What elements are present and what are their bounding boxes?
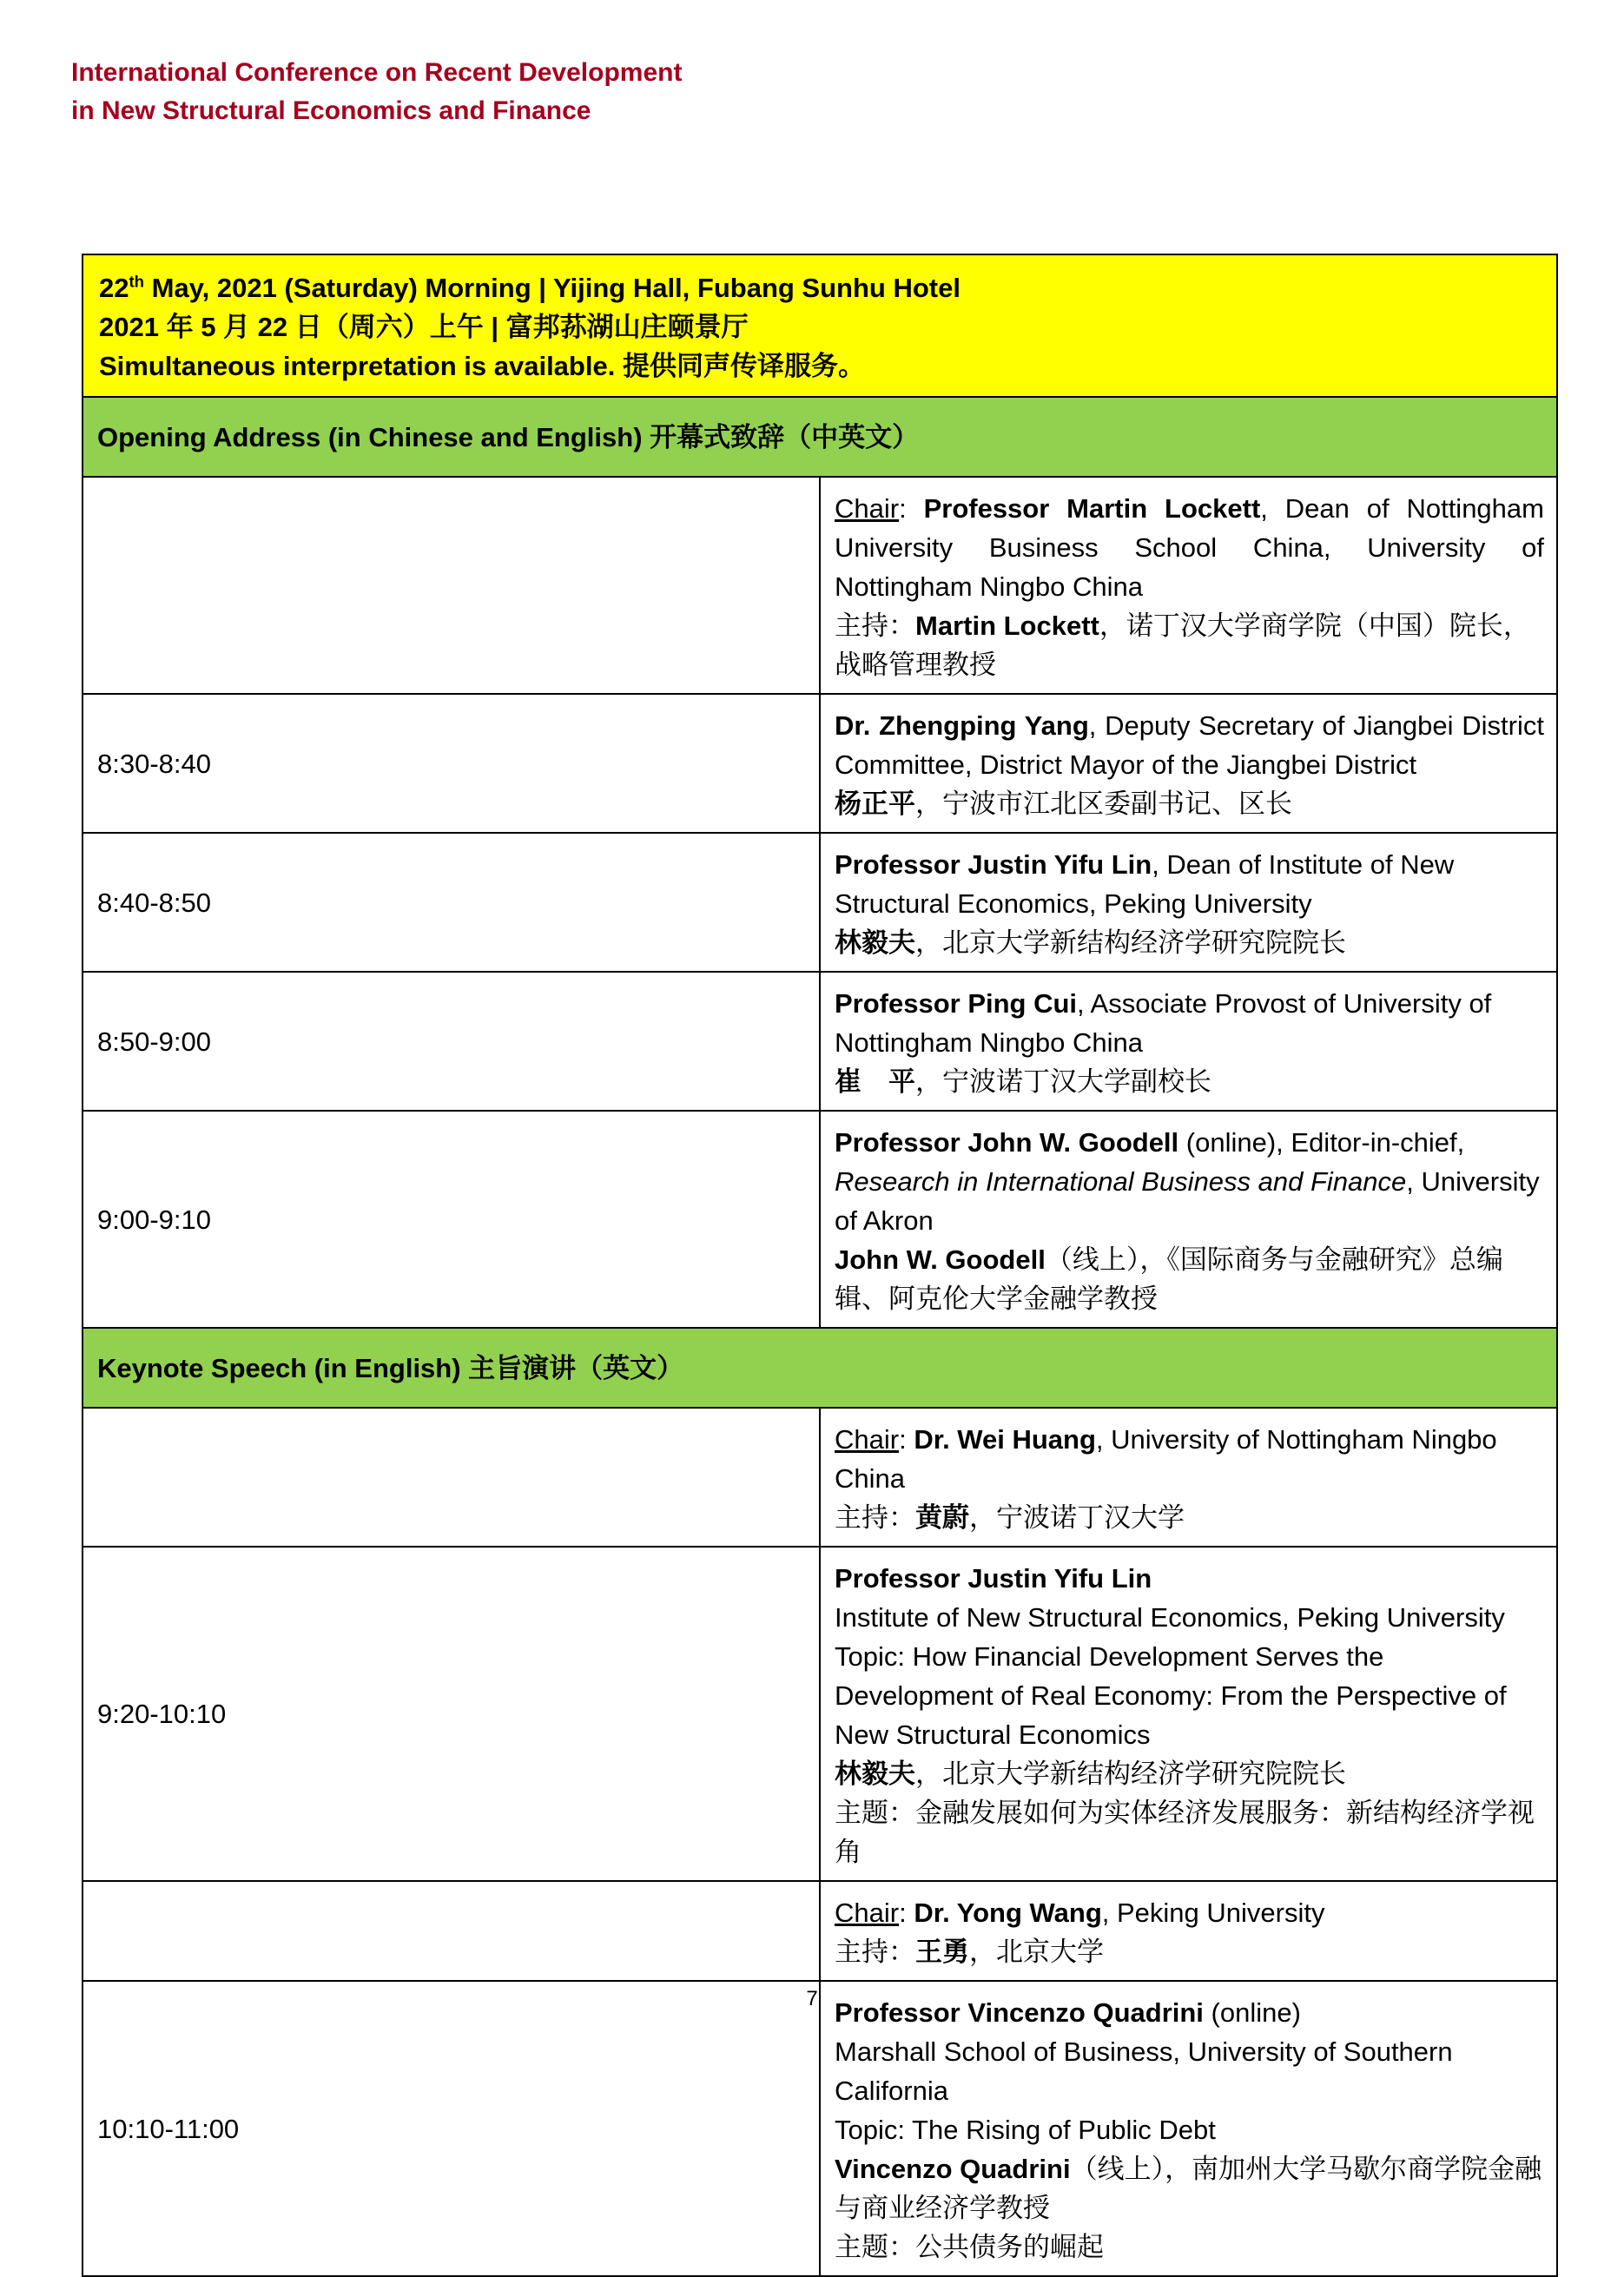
speaker-cn-desc: ，宁波市江北区委副书记、区长 (915, 789, 1292, 819)
speaker-en (835, 984, 1544, 1062)
chair-desc: , Dean of Nottingham University Business School China, University of Nottingham Ningbo China (835, 493, 1544, 602)
speaker-cell (820, 1111, 1557, 1328)
time-cell: 9:00-9:10 (83, 1111, 820, 1328)
schedule-row (83, 1547, 1557, 1881)
keynote-topic-cn: 主题：金融发展如何为实体经济发展服务：新结构经济学视角 (835, 1798, 1535, 1867)
chair-name: Professor Martin Lockett (923, 493, 1261, 524)
speaker-cn-name: John W. Goodell (835, 1244, 1046, 1275)
opening-chair-en (835, 489, 1544, 606)
conference-title-line1: International Conference on Recent Development (71, 58, 683, 87)
speaker-cn-desc: ，宁波诺丁汉大学副校长 (915, 1066, 1211, 1097)
opening-chair-cell (820, 477, 1557, 694)
chair-name: Dr. Yong Wang (914, 1898, 1102, 1928)
speaker-desc: (online), Editor-in-chief, (1178, 1127, 1465, 1158)
schedule-row (83, 1111, 1557, 1328)
speaker-name: Professor Ping Cui (835, 988, 1078, 1019)
chair-cn-desc: ，北京大学 (969, 1937, 1104, 1967)
speaker-desc: , Deputy Secretary of Jiangbei District Committee, District Mayor of the Jiangbei District (835, 710, 1544, 780)
keynote-speaker-name: Professor Vincenzo Quadrini (835, 1997, 1204, 2028)
keynote-chair-cell (820, 1408, 1557, 1547)
schedule-row (83, 972, 1557, 1111)
chair-label: Chair (835, 493, 900, 524)
chair-label: Chair (835, 1424, 900, 1455)
time-cell: 8:30-8:40 (83, 694, 820, 833)
banner-line1-rest: May, 2021 (Saturday) Morning | Yijing Hall, Fubang Sunhu Hotel (144, 273, 961, 303)
keynote-speaker-cn (835, 1754, 1544, 1793)
keynote-talk-cell (820, 1547, 1557, 1881)
chair-cn-name: 王勇 (915, 1937, 969, 1967)
time-cell-empty (83, 477, 820, 694)
speaker-cn-name: 林毅夫 (835, 927, 915, 958)
chair-cn-name: Martin Lockett (915, 610, 1099, 641)
keynote-chair-en (835, 1420, 1544, 1498)
keynote-heading-row (83, 1328, 1557, 1408)
banner-day-suffix: th (129, 272, 145, 291)
opening-chair-cn (835, 606, 1544, 684)
speaker-name: Professor John W. Goodell (835, 1127, 1179, 1158)
speaker-cn (835, 1240, 1544, 1318)
schedule-row (83, 694, 1557, 833)
time-cell: 8:40-8:50 (83, 833, 820, 972)
speaker-cn-name: Vincenzo Quadrini (835, 2154, 1071, 2184)
chair-cn-name: 黄蔚 (915, 1502, 969, 1533)
time-cell: 10:10-11:00 (83, 1981, 820, 2276)
conference-header (71, 54, 682, 130)
keynote-chair-en (835, 1893, 1544, 1932)
chair-name: Dr. Wei Huang (914, 1424, 1096, 1455)
speaker-cn-desc: （线上），《国际商务与金融研究》总编辑、阿克伦大学金融学教授 (835, 1244, 1503, 1314)
speaker-en (835, 1123, 1544, 1240)
speaker-cn-name: 崔 平 (835, 1066, 915, 1097)
session-banner-row (83, 254, 1557, 397)
speaker-cn-desc: （线上），南加州大学马歇尔商学院金融与商业经济学教授 (835, 2154, 1542, 2223)
schedule-row (83, 1981, 1557, 2276)
keynote-speaker-name: Professor Justin Yifu Lin (835, 1563, 1152, 1594)
keynote-talk-cell (820, 1981, 1557, 2276)
banner-date-venue-en (99, 268, 1542, 307)
keynote-speech-heading: Keynote Speech (in English) 主旨演讲（英文） (83, 1328, 1557, 1408)
speaker-desc-tail: , University of Akron (835, 1166, 1540, 1236)
speaker-cell (820, 694, 1557, 833)
speaker-name: Dr. Zhengping Yang (835, 710, 1089, 741)
schedule-row (83, 477, 1557, 694)
speaker-cn-desc: ，北京大学新结构经济学研究院院长 (915, 927, 1346, 958)
speaker-en (835, 845, 1544, 923)
speaker-desc: , Associate Provost of University of Nottingham Ningbo China (835, 988, 1492, 1058)
speaker-cn (835, 1062, 1544, 1101)
banner-day: 22 (99, 273, 129, 303)
page-number: 7 (806, 1987, 818, 2010)
keynote-topic-cn: 主题：公共债务的崛起 (835, 2232, 1104, 2262)
chair-cn-prefix: 主持： (835, 610, 915, 641)
banner-date-venue-cn: 2021 年 5 月 22 日（周六）上午 | 富邦荪湖山庄颐景厅 (99, 312, 749, 342)
keynote-topic: Topic: How Financial Development Serves the Development of Real Economy: From the Perspective of New Structural Economics (835, 1641, 1507, 1750)
keynote-speaker-affiliation: Marshall School of Business, University of Southern California (835, 2036, 1453, 2106)
conference-title-line2: in New Structural Economics and Finance (71, 96, 591, 125)
keynote-speaker-affiliation: Institute of New Structural Economics, Peking University (835, 1602, 1505, 1633)
schedule-row (83, 1408, 1557, 1547)
keynote-topic: Topic: The Rising of Public Debt (835, 2115, 1216, 2145)
chair-colon: : (899, 1424, 914, 1455)
time-cell: 8:50-9:00 (83, 972, 820, 1111)
speaker-cell (820, 833, 1557, 972)
time-cell-empty (83, 1881, 820, 1981)
keynote-chair-cn (835, 1932, 1544, 1971)
speaker-cn (835, 923, 1544, 962)
journal-title: Research in International Business and Finance (835, 1166, 1407, 1197)
chair-colon: : (899, 1898, 914, 1928)
opening-heading-row (83, 397, 1557, 477)
chair-cn-desc: ，诺丁汉大学商学院（中国）院长，战略管理教授 (835, 610, 1530, 680)
speaker-cn-name: 杨正平 (835, 789, 915, 819)
chair-colon: : (899, 493, 924, 524)
opening-address-heading: Opening Address (in Chinese and English) 开幕式致辞（中英文） (83, 397, 1557, 477)
chair-desc: , Peking University (1101, 1898, 1325, 1928)
program-table (82, 254, 1558, 2277)
chair-cn-desc: ，宁波诺丁汉大学 (969, 1502, 1185, 1533)
banner-interpretation: Simultaneous interpretation is available. 提供同声传译服务。 (99, 351, 865, 381)
chair-cn-prefix: 主持： (835, 1502, 915, 1533)
speaker-en (835, 706, 1544, 784)
speaker-desc: , Dean of Institute of New Structural Economics, Peking University (835, 849, 1455, 919)
speaker-name: Professor Justin Yifu Lin (835, 849, 1152, 880)
time-cell-empty (83, 1408, 820, 1547)
chair-label: Chair (835, 1898, 900, 1928)
session-banner (83, 254, 1557, 397)
online-marker: (online) (1203, 1997, 1301, 2028)
keynote-chair-cn (835, 1498, 1544, 1537)
speaker-cell (820, 972, 1557, 1111)
time-cell: 9:20-10:10 (83, 1547, 820, 1881)
chair-cn-prefix: 主持： (835, 1937, 915, 1967)
keynote-chair-cell (820, 1881, 1557, 1981)
speaker-cn-desc: ，北京大学新结构经济学研究院院长 (915, 1759, 1346, 1789)
speaker-cn (835, 784, 1544, 823)
schedule-row (83, 833, 1557, 972)
keynote-speaker-cn (835, 2149, 1544, 2228)
chair-desc: , University of Nottingham Ningbo China (835, 1424, 1497, 1494)
speaker-cn-name: 林毅夫 (835, 1759, 915, 1789)
schedule-row (83, 1881, 1557, 1981)
